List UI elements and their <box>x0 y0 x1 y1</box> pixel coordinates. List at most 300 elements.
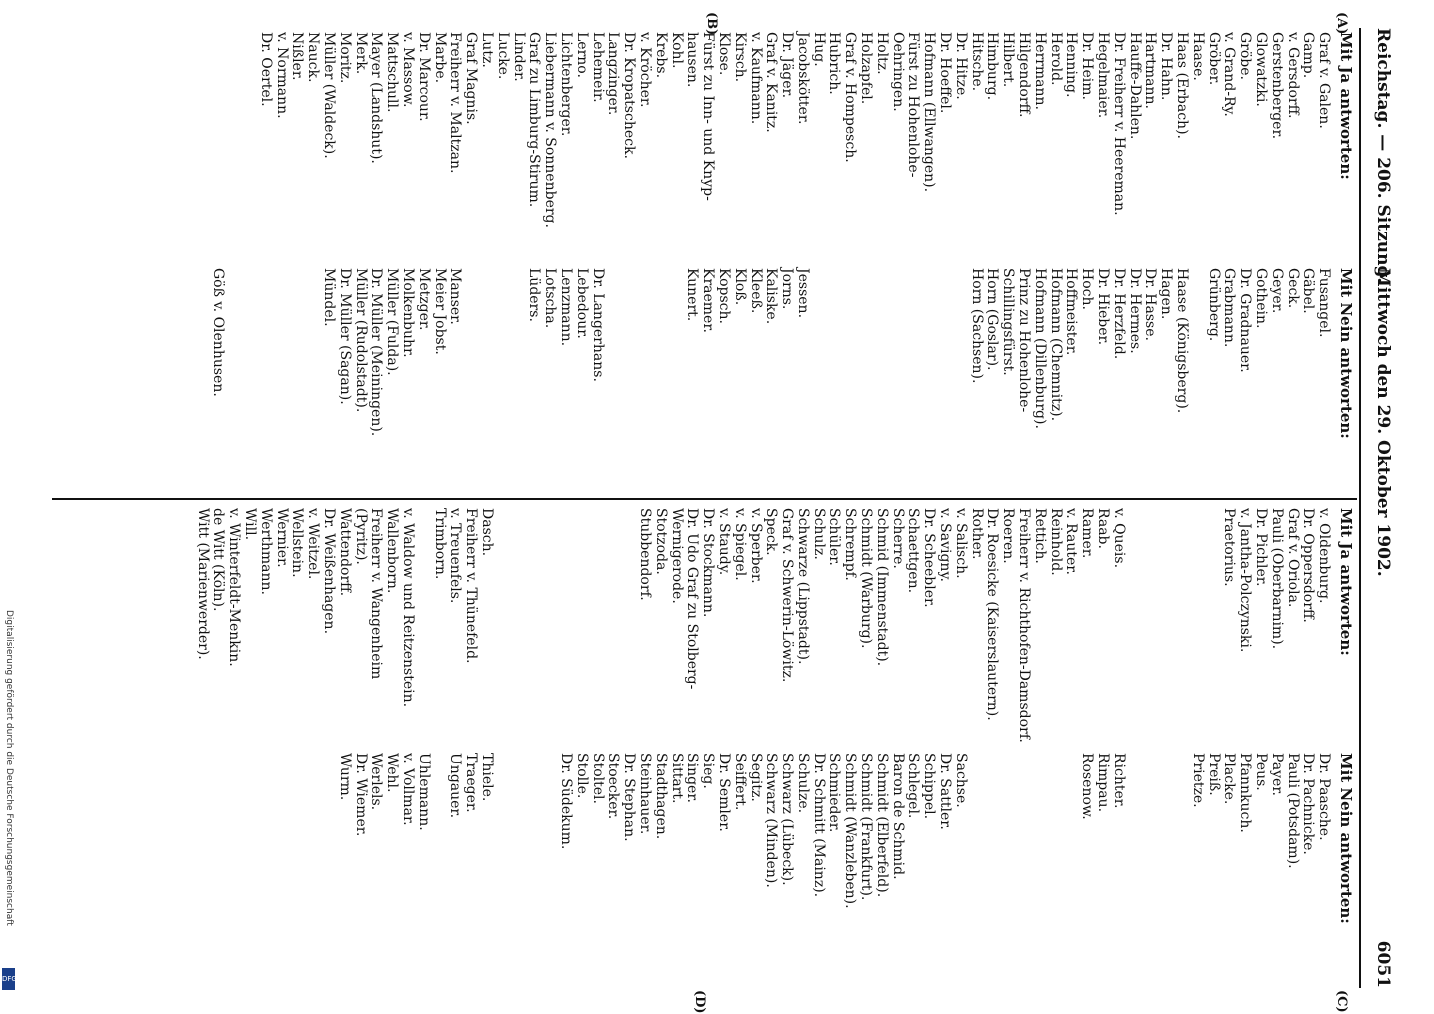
name-entry: Fusangel. <box>1316 268 1333 338</box>
name-entry: Dr. Hitze. <box>952 32 969 100</box>
name-entry: Lotscha. <box>542 268 559 329</box>
name-entry: Fürst zu Inn- und Knyp- <box>700 32 717 201</box>
name-entry <box>873 268 889 488</box>
name-entry: v. Queis. <box>1110 508 1127 569</box>
page-header <box>1363 28 1397 988</box>
name-entry: Dr. Pichler. <box>1253 508 1270 587</box>
name-entry <box>1189 508 1205 738</box>
name-entry: Manser. <box>447 268 464 325</box>
name-entry: Pauli (Oberbarnim). <box>1268 508 1285 650</box>
name-entry: Haas (Erbach). <box>1174 32 1191 139</box>
name-entry: Baron de Schmid. <box>889 753 906 880</box>
name-entry <box>415 508 431 738</box>
name-entry: v. Staudy. <box>715 508 732 576</box>
name-entry: Lutz. <box>478 32 495 68</box>
name-entry: Dr. Wiemer. <box>352 753 369 837</box>
name-entry <box>1047 753 1063 983</box>
name-entry: Rimpau. <box>1095 753 1112 813</box>
name-entry: Jessen. <box>794 268 811 319</box>
name-entry: Graf v. Kanitz. <box>763 32 780 133</box>
name-entry: Seiffert. <box>731 753 748 811</box>
name-entry: Freiherr v. Wangenheim <box>368 508 385 680</box>
name-entry: Peus. <box>1253 753 1270 791</box>
name-entry <box>510 753 526 983</box>
name-entry: Graf v. Hompesch. <box>842 32 859 163</box>
name-entry: Segitz. <box>747 753 764 802</box>
name-entry: Geyer. <box>1268 268 1285 314</box>
name-entry: Dr. Paasche. <box>1316 753 1333 841</box>
name-entry: Mayer (Landshut). <box>368 32 385 164</box>
name-entry: Holzapfel. <box>858 32 875 105</box>
name-entry: Lenzmann. <box>557 268 574 347</box>
name-entry: Lehemeir. <box>589 32 606 103</box>
name-entry: Werlels. <box>368 753 385 811</box>
rotated-page-content <box>37 12 1397 1014</box>
name-entry: Geck. <box>1284 268 1301 309</box>
name-entry <box>526 753 542 983</box>
name-entry: Kirsch. <box>731 32 748 83</box>
name-entry: Gröbe. <box>1237 32 1254 81</box>
name-entry: Schüler. <box>826 508 843 566</box>
name-entry: Gröber. <box>1205 32 1222 86</box>
name-entry: Praetorius. <box>1221 508 1238 587</box>
name-entry <box>889 268 905 488</box>
name-entry: v. Spiegel. <box>731 508 748 581</box>
name-entry <box>589 508 605 738</box>
name-entry: Dr. Sattler. <box>937 753 954 830</box>
name-entry: v. Winterfeldt-Menkin. <box>226 508 243 667</box>
name-entry: Dr. Hoeffel. <box>937 32 954 114</box>
name-entry: Hofmann (Ellwangen). <box>921 32 938 193</box>
name-entry: Freiherr v. Thünefeld. <box>463 508 480 664</box>
name-entry: Reinhold. <box>1047 508 1064 576</box>
marker-c: (C) <box>1334 990 1349 1013</box>
name-entry <box>1205 508 1221 738</box>
name-entry <box>1173 753 1189 983</box>
column-heading: Mit Ja antworten: <box>1337 508 1355 656</box>
name-entry: Dasch. <box>478 508 495 557</box>
marker-b: (B) <box>704 12 719 36</box>
name-entry: v. Gersdorff. <box>1284 32 1301 119</box>
name-entry: Metzger. <box>415 268 432 331</box>
name-entry: Wellstein. <box>289 508 306 578</box>
name-entry: Wallenborn. <box>384 508 401 594</box>
name-entry <box>273 268 289 488</box>
name-entry: Nißler. <box>289 32 306 81</box>
name-entry: Marbe. <box>431 32 448 84</box>
name-entry <box>289 268 305 488</box>
name-entry: Schmidt (Wanzleben). <box>842 753 859 909</box>
name-entry: Will. <box>242 508 259 541</box>
name-entry <box>462 268 478 488</box>
name-entry: Dr. Weißenhagen. <box>321 508 337 635</box>
name-entry: Hilbert. <box>1000 32 1017 88</box>
name-entry: v. Jantha-Polczynski. <box>1237 508 1254 653</box>
name-entry: Schulz. <box>810 508 827 560</box>
name-entry: Grünberg. <box>1205 268 1222 342</box>
name-entry: Dr. Hasse. <box>1142 268 1159 341</box>
name-entry: Dr. Hieber. <box>1095 268 1112 346</box>
name-entry: v. Kaufmann. <box>747 32 764 125</box>
name-entry: Sieg. <box>700 753 717 789</box>
name-entry: hausen. <box>684 32 701 88</box>
name-entry: Wattendorff. <box>336 508 353 597</box>
name-entry <box>1063 753 1079 983</box>
name-entry: Ungauer. <box>447 753 464 819</box>
name-entry <box>1015 753 1031 983</box>
name-entry: Hug. <box>810 32 827 67</box>
name-entry: Gerstenberger. <box>1268 32 1285 140</box>
name-entry: Pauli (Potsdam). <box>1284 753 1301 869</box>
name-entry <box>952 268 968 488</box>
marker-d: (D) <box>692 990 707 1014</box>
name-entry: Gäbel. <box>1300 268 1317 314</box>
name-entry: Schwarz (Minden). <box>763 753 780 888</box>
name-entry: Himburg. <box>984 32 1001 101</box>
name-entry: Schaettgen. <box>905 508 922 594</box>
name-entry <box>557 508 573 738</box>
name-entry <box>605 508 621 738</box>
name-entry <box>541 753 557 983</box>
name-entry: Scherre. <box>889 508 906 569</box>
name-entry: Kohl. <box>668 32 685 69</box>
name-entry: Nauck. <box>305 32 322 83</box>
name-entry: Molkenbuhr. <box>399 268 416 358</box>
name-entry: Dr. Roesicke (Kaiserslautern). <box>984 508 1001 721</box>
name-entry: v. Treuenfels. <box>447 508 464 604</box>
name-entry: v. Vollmar. <box>399 753 416 826</box>
name-entry <box>510 508 526 738</box>
name-entry: Herold. <box>1047 32 1064 86</box>
name-entry: Dr. Müller (Sagan). <box>336 268 353 405</box>
name-entry: Payer. <box>1268 753 1285 796</box>
name-entry: Holtz. <box>873 32 890 75</box>
column-divider <box>52 498 1357 500</box>
name-entry: Jorns. <box>779 268 796 310</box>
name-entry: Schwarz (Lübeck). <box>779 753 796 886</box>
name-entry: Lerno. <box>573 32 590 78</box>
name-entry: v. Kröcher. <box>636 32 653 108</box>
name-entry: Linder. <box>510 32 527 82</box>
name-entry <box>1126 508 1142 738</box>
name-entry: Dr. Jäger. <box>779 32 796 99</box>
name-entry: Prinz zu Hohenlohe- <box>1016 268 1033 413</box>
name-entry: Dr. Stephan. <box>621 753 638 842</box>
name-entry: v. Weitzel. <box>305 508 322 580</box>
name-entry: Schmidt (Warburg). <box>858 508 875 649</box>
name-entry: Hitsche. <box>968 32 985 92</box>
name-entry: Schulze. <box>794 753 811 814</box>
name-entry: Kopsch. <box>715 268 732 324</box>
name-entry <box>652 268 668 488</box>
name-entry: Glowatzki. <box>1253 32 1270 107</box>
name-entry: Richter. <box>1110 753 1127 809</box>
name-entry: Stoecker. <box>605 753 622 820</box>
name-entry: Mattschull. <box>384 32 401 113</box>
name-entry: Oehringen. <box>889 32 906 112</box>
name-entry: Werthmann. <box>257 508 274 595</box>
column-heading: Mit Nein antworten: <box>1337 753 1355 924</box>
marker-a: (A) <box>1334 12 1349 35</box>
name-entry <box>241 268 257 488</box>
name-list <box>194 508 1333 743</box>
name-entry: Dr. Schmitt (Mainz). <box>810 753 827 898</box>
name-entry: Wurm. <box>336 753 353 801</box>
name-entry: Graf v. Oriola. <box>1284 508 1301 608</box>
name-entry: Hofmann (Dillenburg). <box>1031 268 1048 429</box>
name-entry: Hagen. <box>1158 268 1175 320</box>
name-entry: Müller (Rudolstadt). <box>352 268 369 413</box>
name-entry <box>257 268 273 488</box>
footer-text: Digitalisierung gefördert durch die Deutsche Forschungsgemeinschaft <box>4 610 14 926</box>
name-entry: Schmieder. <box>826 753 843 833</box>
name-entry: Dr. Herzfeld. <box>1110 268 1127 360</box>
name-entry: Kloß. <box>731 268 748 306</box>
name-entry: Langzinger. <box>605 32 622 116</box>
name-entry: Speck. <box>763 508 780 556</box>
name-entry: Kraemer. <box>700 268 717 333</box>
name-entry <box>826 268 842 488</box>
name-entry <box>620 268 636 488</box>
name-entry: Haase. <box>1189 32 1206 81</box>
name-entry: Hoffmeister. <box>1063 268 1080 356</box>
name-entry: Moritz. <box>336 32 353 84</box>
name-entry: Graf zu Limburg-Stirum. <box>526 32 543 208</box>
name-entry <box>304 268 320 488</box>
name-entry <box>478 268 494 488</box>
name-entry <box>1157 753 1173 983</box>
name-entry: Dr. Heim. <box>1079 32 1096 100</box>
name-entry <box>225 268 241 488</box>
name-entry: Rosenow. <box>1079 753 1096 820</box>
name-entry: Stubbendorf. <box>636 508 653 601</box>
name-entry: Dr. Kropatscheck. <box>621 32 638 159</box>
column-no-right <box>336 753 1353 983</box>
name-entry: Placke. <box>1221 753 1238 805</box>
name-entry: Schillingsfürst. <box>1000 268 1017 376</box>
header-left: Reichstag. — 206. Sitzung. <box>1373 28 1393 284</box>
name-entry: v. Waldow und Reitzenstein. <box>399 508 416 708</box>
name-entry: Müller (Waldeck). <box>321 32 337 159</box>
name-entry <box>620 508 636 738</box>
name-entry <box>526 508 542 738</box>
name-entry <box>842 268 858 488</box>
name-list <box>210 268 1332 488</box>
name-entry: Wernier. <box>273 508 290 568</box>
name-entry: Schmidt (Frankfurt). <box>858 753 875 901</box>
name-entry: Trimborn. <box>431 508 448 580</box>
name-entry <box>1142 508 1158 738</box>
name-entry: Stoltel. <box>589 753 606 804</box>
name-entry: Dr. Oppersdorff. <box>1300 508 1317 623</box>
name-entry: Meier Jobst. <box>431 268 448 355</box>
name-entry <box>1173 508 1189 738</box>
name-entry: Gothein. <box>1253 268 1270 329</box>
name-entry: Schmidt (Elberfeld). <box>873 753 890 898</box>
name-list <box>336 753 1331 983</box>
name-entry: Hofmann (Chemnitz). <box>1047 268 1064 422</box>
name-entry <box>999 753 1015 983</box>
name-entry: v. Massow. <box>399 32 416 108</box>
name-entry: Sachse. <box>952 753 969 808</box>
header-center: Mittwoch den 29. Oktober 1902. <box>1373 268 1393 577</box>
name-entry: Wehl. <box>384 753 401 793</box>
name-entry: Schwarze (Lippstadt). <box>794 508 811 665</box>
column-heading: Mit Ja antworten: <box>1337 32 1355 180</box>
name-list <box>257 32 1331 262</box>
name-entry: Dr. Pachnicke. <box>1300 753 1317 855</box>
name-entry: Freiherr v. Maltzan. <box>447 32 464 174</box>
name-entry: Freiherr v. Richthofen-Damsdorf. <box>1016 508 1033 743</box>
name-entry: Hauffe-Dahlen. <box>1126 32 1143 140</box>
column-no-left <box>210 268 1353 488</box>
name-entry: Hartmann. <box>1142 32 1159 109</box>
column-yes-left <box>257 32 1353 262</box>
name-entry <box>494 268 510 488</box>
name-entry: Lebedour. <box>573 268 590 339</box>
name-entry: Schrempf. <box>842 508 859 581</box>
name-entry: Dr. Hermes. <box>1126 268 1143 354</box>
name-entry: Dr. Müller (Meiningen). <box>368 268 385 437</box>
name-entry: Uhlemann. <box>415 753 432 831</box>
column-yes-right <box>194 508 1355 743</box>
name-entry: Klose. <box>715 32 732 76</box>
name-entry: Dr. Stockmann. <box>700 508 717 618</box>
name-entry <box>1031 753 1047 983</box>
name-entry: Herrmann. <box>1031 32 1048 110</box>
name-entry: Dr. Udo Graf zu Stolberg- <box>684 508 701 690</box>
name-entry: Wernigerode. <box>668 508 685 604</box>
name-entry: Prietze. <box>1189 753 1206 808</box>
name-entry: Schippel. <box>921 753 938 820</box>
name-entry: Grabmann. <box>1221 268 1238 348</box>
name-entry: Kaliske. <box>763 268 780 325</box>
name-entry: Roeren. <box>1000 508 1017 564</box>
name-entry: Rother. <box>968 508 985 560</box>
name-entry: Steinhauer. <box>636 753 653 835</box>
name-entry: Singer. <box>684 753 701 803</box>
name-entry: Dr. Freiherr v. Heereman. <box>1110 32 1127 216</box>
name-entry: Dr. Langerhans. <box>589 268 606 382</box>
name-entry: Gamp. <box>1300 32 1317 79</box>
name-entry <box>636 268 652 488</box>
name-entry: Horn (Goslar). <box>984 268 1001 371</box>
name-entry: (Pyritz). <box>352 508 369 565</box>
name-entry: Preiß. <box>1205 753 1222 796</box>
name-entry: Lucke. <box>494 32 511 80</box>
name-entry: Graf v. Galen. <box>1316 32 1333 129</box>
name-entry: v. Salisch. <box>952 508 969 579</box>
name-entry <box>494 508 510 738</box>
name-entry: Haase (Königsberg). <box>1174 268 1191 414</box>
name-entry: v. Savigny. <box>937 508 954 582</box>
name-entry: Schlegel. <box>905 753 922 819</box>
name-entry: Göß v. Olenhusen. <box>210 268 227 397</box>
name-entry <box>968 753 984 983</box>
name-entry: Dr. Semler. <box>715 753 732 832</box>
name-entry <box>510 268 526 488</box>
name-entry: Dr. Oertel. <box>257 32 274 107</box>
footer-credit <box>2 610 16 990</box>
name-entry <box>1157 508 1173 738</box>
name-entry: Henning. <box>1063 32 1080 98</box>
name-entry: Krebs. <box>652 32 669 79</box>
name-entry: Thiele. <box>478 753 495 802</box>
name-entry: Lüders. <box>526 268 543 322</box>
name-entry: Hilgendorff. <box>1016 32 1033 118</box>
name-entry: Stolle. <box>573 753 590 799</box>
header-rule <box>1359 28 1361 988</box>
name-entry <box>810 268 826 488</box>
name-entry: Hoch. <box>1079 268 1096 310</box>
name-entry: Merk. <box>352 32 369 75</box>
name-entry: Müller (Fulda). <box>384 268 401 376</box>
name-entry: v. Normann. <box>273 32 290 119</box>
name-entry: Witt (Marienwerder). <box>194 508 211 660</box>
name-entry: Graf v. Schwerin-Löwitz. <box>779 508 796 683</box>
name-entry: Dr. Gradnauer. <box>1237 268 1254 373</box>
name-entry: Horn (Sachsen). <box>968 268 985 384</box>
name-entry: Ramer. <box>1079 508 1096 559</box>
name-entry <box>984 753 1000 983</box>
name-entry <box>936 268 952 488</box>
name-entry <box>905 268 921 488</box>
name-entry <box>431 753 447 983</box>
name-entry: Fürst zu Hohenlohe- <box>905 32 922 178</box>
name-entry: Rettich. <box>1031 508 1048 564</box>
name-entry: Graf Magnis. <box>463 32 480 125</box>
name-entry <box>668 268 684 488</box>
name-entry: Dr. Marcour. <box>415 32 432 122</box>
name-entry <box>857 268 873 488</box>
page-number: 6051 <box>1373 940 1393 988</box>
name-entry <box>1189 268 1205 488</box>
name-entry: Traeger. <box>463 753 480 813</box>
name-entry <box>1126 753 1142 983</box>
name-entry: Kleeß. <box>747 268 764 314</box>
name-entry: Lichtenberger. <box>557 32 574 137</box>
name-entry <box>1142 753 1158 983</box>
column-heading: Mit Nein antworten: <box>1337 268 1355 439</box>
name-entry: v. Rauter. <box>1063 508 1080 575</box>
name-entry: Mündel. <box>321 268 337 327</box>
name-entry: Raab. <box>1095 508 1112 549</box>
name-entry: Dr. Hahn. <box>1158 32 1175 101</box>
name-entry <box>605 268 621 488</box>
name-entry: Hegelmaier. <box>1095 32 1112 119</box>
name-entry: Schmid (Immenstadt). <box>873 508 890 667</box>
name-entry: Stadthagen. <box>652 753 669 840</box>
name-entry <box>541 508 557 738</box>
name-entry: Dr. Südekum. <box>557 753 574 850</box>
name-entry: Sittart. <box>668 753 685 804</box>
name-entry: Pfannkuch. <box>1237 753 1254 833</box>
name-entry: Jacobskötter. <box>794 32 811 125</box>
name-entry: Dr. Scheebler. <box>921 508 938 608</box>
name-entry: v. Grand-Ry. <box>1221 32 1238 117</box>
name-entry <box>920 268 936 488</box>
name-entry: Hubrich. <box>826 32 843 95</box>
dfg-logo: DFG <box>2 968 15 990</box>
name-entry: Liebermann v. Sonnenberg. <box>542 32 559 228</box>
name-entry <box>573 508 589 738</box>
name-entry: v. Oldenburg. <box>1316 508 1333 604</box>
name-entry <box>494 753 510 983</box>
name-entry: v. Sperber. <box>747 508 764 584</box>
name-entry: Kunert. <box>684 268 701 322</box>
name-entry: de Witt (Köln). <box>210 508 227 612</box>
name-entry: Stotzoda. <box>652 508 669 575</box>
